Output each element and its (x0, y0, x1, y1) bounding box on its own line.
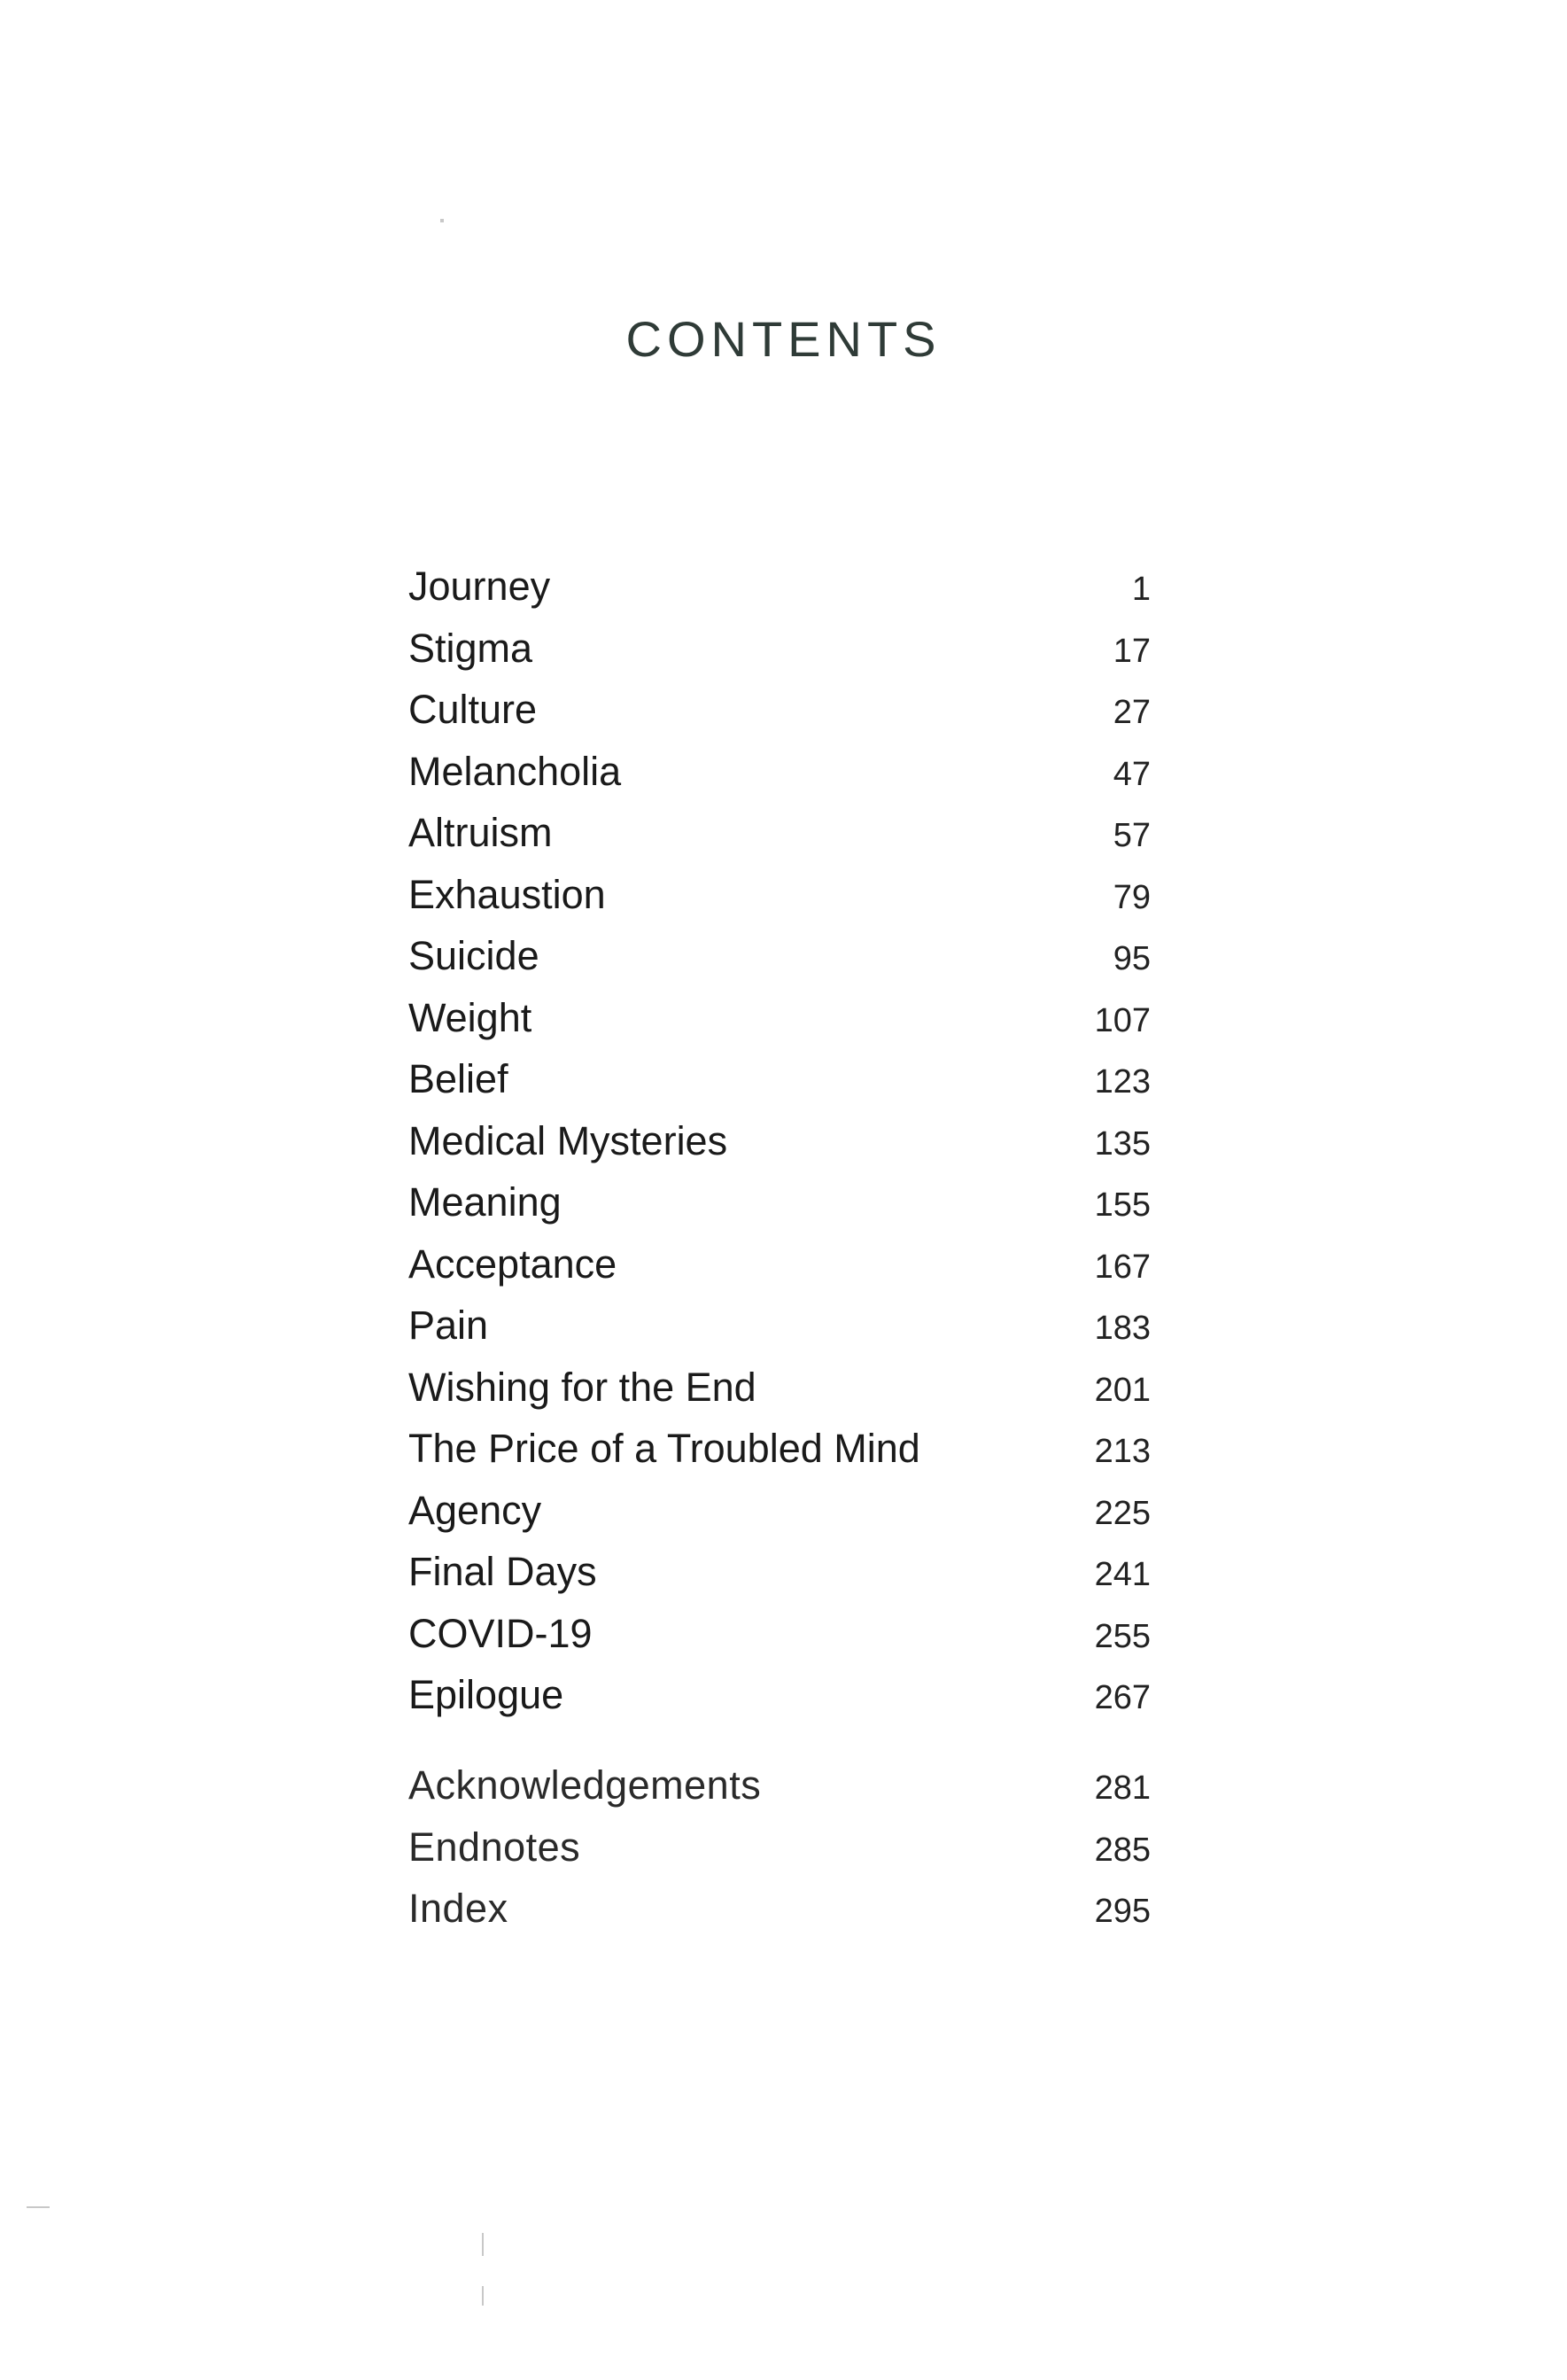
toc-entry (408, 556, 1151, 618)
toc-entry-page: 285 (1094, 1831, 1151, 1869)
toc-entry-page: 107 (1094, 1001, 1151, 1039)
toc-entry (408, 1418, 1151, 1480)
toc-entry (408, 1233, 1151, 1295)
toc-entry-page: 123 (1094, 1063, 1151, 1101)
toc-entry (408, 1171, 1151, 1233)
toc-entry-label: Belief (408, 1056, 508, 1101)
scan-speck (440, 219, 444, 222)
toc-entry-label: Wishing for the End (408, 1364, 756, 1410)
toc-entry (408, 1295, 1151, 1357)
toc-entry (408, 1048, 1151, 1110)
toc-entry-label: Pain (408, 1303, 489, 1348)
toc-entry-page: 241 (1094, 1556, 1151, 1593)
toc-entry-page: 17 (1113, 632, 1151, 670)
scan-speck (482, 2233, 484, 2256)
toc-entry-page: 267 (1094, 1679, 1151, 1716)
toc-entry (408, 741, 1151, 803)
toc-entry-page: 79 (1113, 878, 1151, 916)
toc-entry (408, 864, 1151, 926)
toc-entry-label: Agency (408, 1487, 542, 1533)
toc-entry-label: Epilogue (408, 1672, 564, 1717)
toc-entry-page: 225 (1094, 1494, 1151, 1532)
toc-entry-label: The Price of a Troubled Mind (408, 1426, 920, 1471)
toc-entry-label: Culture (408, 687, 538, 732)
toc-entry-page: 167 (1094, 1248, 1151, 1286)
toc-entry (408, 1603, 1151, 1665)
toc-entry (408, 1110, 1151, 1172)
toc-entry-page: 201 (1094, 1371, 1151, 1409)
toc-entry-label: Acknowledgements (408, 1762, 762, 1808)
toc-entry (408, 1878, 1151, 1940)
toc-entry-label: Melancholia (408, 748, 622, 794)
chapter-list (408, 556, 1151, 1726)
toc-entry (408, 925, 1151, 987)
toc-entry-label: Acceptance (408, 1241, 617, 1287)
toc-entry-page: 155 (1094, 1186, 1151, 1224)
toc-entry-page: 1 (1131, 571, 1151, 608)
toc-entry-page: 213 (1094, 1433, 1151, 1470)
toc-entry (408, 1480, 1151, 1542)
page-title: CONTENTS (625, 311, 942, 367)
toc-entry-label: Suicide (408, 933, 539, 978)
toc-entry-page: 183 (1094, 1310, 1151, 1347)
toc-entry-label: Meaning (408, 1179, 562, 1225)
toc-entry-label: Altruism (408, 810, 553, 855)
toc-entry-label: Journey (408, 564, 551, 609)
toc-entry (408, 1357, 1151, 1419)
toc-entry (408, 618, 1151, 680)
toc-entry-label: Index (408, 1886, 508, 1931)
scan-speck (27, 2206, 50, 2208)
toc-entry-label: Final Days (408, 1549, 597, 1594)
toc-entry-label: COVID-19 (408, 1610, 593, 1656)
toc-entry (408, 1754, 1151, 1816)
toc-entry-label: Medical Mysteries (408, 1117, 728, 1163)
toc-entry (408, 679, 1151, 741)
toc-entry-page: 95 (1113, 940, 1151, 977)
toc-entry (408, 987, 1151, 1049)
toc-entry-label: Endnotes (408, 1824, 581, 1870)
toc-entry-page: 255 (1094, 1617, 1151, 1655)
toc-entry (408, 1664, 1151, 1726)
toc-entry-label: Weight (408, 994, 532, 1040)
toc-entry (408, 802, 1151, 864)
toc-entry-page: 135 (1094, 1124, 1151, 1163)
toc-entry-page: 47 (1113, 755, 1151, 793)
toc-entry-label: Stigma (408, 625, 533, 671)
back-matter-list (408, 1754, 1151, 1940)
toc-entry-page: 295 (1094, 1893, 1151, 1930)
toc-entry (408, 1816, 1151, 1878)
toc-entry-page: 281 (1094, 1769, 1151, 1807)
scan-speck (482, 2286, 484, 2306)
toc-entry (408, 1541, 1151, 1603)
toc-entry-page: 57 (1113, 817, 1151, 854)
toc-entry-page: 27 (1113, 694, 1151, 731)
toc-entry-label: Exhaustion (408, 871, 606, 917)
